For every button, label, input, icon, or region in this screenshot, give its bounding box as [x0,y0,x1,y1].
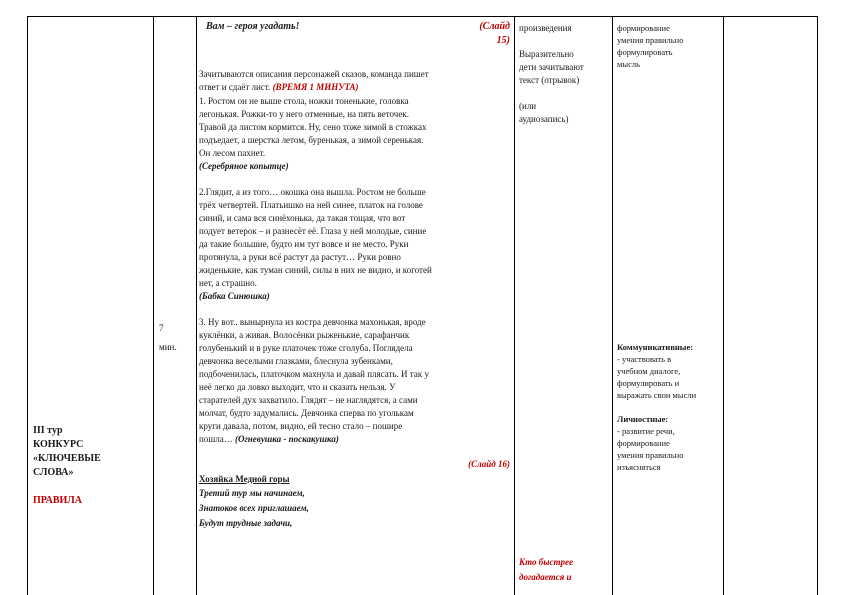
contest-name-line1: «КЛЮЧЕВЫЕ [33,453,101,464]
q1-line: подъедает, а шерстка летом, буренькая, а зимой серенькая. [199,135,424,145]
intro-line1: Зачитываются описания персонажей сказов, команда пишет [199,69,429,79]
q2-line: жиденькие, как туман синий, силы в них не видно, и коготей [199,265,432,275]
column-border [723,16,724,595]
communicative-title: Коммуникативные: [617,342,694,352]
heading: Вам – героя угадать! [206,21,300,32]
skills-bottom [617,341,722,473]
column-border [153,16,154,595]
skills-top [617,22,722,70]
column-border [514,16,515,595]
contest-label: КОНКУРС [33,439,84,450]
intro [199,68,510,94]
slide-16-ref: (Слайд 16) [468,459,510,469]
intro-line2-text: ответ и сдаёт лист. [199,82,273,92]
pers-line: формирование [617,438,670,448]
skills-top-line: формулировать [617,47,673,57]
q3-line: куклёнки, а живая. Волосёнки рыженькие, сарафанчик [199,330,410,340]
activity-line: текст (отрывок) [519,75,580,85]
time-limit: (ВРЕМЯ 1 МИНУТА) [272,82,359,92]
activity-bottom [519,555,611,585]
q3-line: молчат, будто задумались. Девчонка сперва по уголькам [199,408,414,418]
skills-top-line: мысль [617,59,640,69]
q3-line: голубенький и в руке платочек тоже сголуба. Поглядела [199,343,413,353]
rules-label: ПРАВИЛА [33,495,82,506]
q3-line: подбоченилась, платочком махнула и давай плясать. И так у [199,369,429,379]
comm-line: формулировать и [617,378,680,388]
activity-bottom-line2: догадается и [519,572,572,582]
q3-line: круги давала, потом, видно, ей тесно стало – пошире [199,421,403,431]
question-1 [199,95,510,160]
q2-line: подует ветерок – и разнесёт её. Глаза у ней молодые, синие [199,226,427,236]
q1-line: 1. Ростом он не выше стола, ножки тоненькие, головка [199,96,409,106]
slide-15-line1: (Слайд [479,21,510,32]
poem [199,486,510,531]
pers-line: изъясняться [617,462,661,472]
question-3 [199,316,510,433]
answer-3: (Огневушка - поскакушка) [234,434,339,444]
hostess-title: Хозяйка Медной горы [199,474,290,484]
q2-line: нет, а страшно. [199,278,257,288]
q2-line: 2.Глядит, а из того… окошка она вышла. Ростом не больше [199,187,426,197]
pers-line: - развитие речи, [617,426,675,436]
q1-line: Травой да листом кормится. Ну, сено тоже зимой в стожках [199,122,427,132]
q1-line: легонькая. Рожки-то у него отменные, на пять веточек. [199,109,409,119]
time-number: 7 [159,323,164,333]
q2-line: протянула, а руки всё растут да растут… Руки ровно [199,252,401,262]
stage-cell [33,424,151,508]
q2-line: да такие большие, будто им тут вовсе и не место. Руки [199,239,409,249]
heading-row [199,20,510,50]
poem-line: Будут трудные задачи, [199,518,293,528]
activity-cell [519,22,611,126]
answer-2: (Бабка Синюшка) [199,291,270,301]
contest-name-line2: СЛОВА» [33,467,74,478]
q2-line: синий, и сама вся синёхонька, да такая тощая, что вот [199,213,406,223]
question-3-last [199,433,510,446]
column-border [196,16,197,595]
question-2 [199,186,510,290]
slide-15-ref [479,20,510,48]
time-unit: мин. [159,342,177,352]
poem-line: Знатоков всех приглашаем, [199,503,309,513]
comm-line: - участвовать в [617,354,672,364]
q3-line: 3. Ну вот.. вынырнула из костра девчонка махонькая, вроде [199,317,426,327]
content-cell [199,20,510,531]
column-border [612,16,613,595]
table-top-border [27,16,818,17]
time-cell [159,322,193,354]
q3-line: девчонка веселыми глазками, блеснула зубенками, [199,356,393,366]
personal-title: Личностные: [617,414,669,424]
q2-line: трёх четвертей. Платьишко на ней синее, платок на голове [199,200,423,210]
comm-line: учебном диалоге, [617,366,681,376]
question-3-last-text: пошла… [199,434,235,444]
skills-top-line: умения правильно [617,35,684,45]
intro-line2 [199,81,510,94]
activity-line: (или [519,101,537,111]
column-border [817,16,818,595]
communicative-list [617,353,722,401]
tour-label: III тур [33,425,63,436]
activity-line: Выразительно [519,49,574,59]
q3-line: старателей дух захватило. Глядят – не наглядятся, а сами [199,395,418,405]
activity-line: дети зачитывают [519,62,584,72]
q1-line: Он лесом пахнет. [199,148,266,158]
q3-line: неё легко да ловко выходит, что и сказать нельзя. У [199,382,396,392]
comm-line: выражать свои мысли [617,390,697,400]
activity-line: произведения [519,23,572,33]
column-border [27,16,28,595]
personal-list [617,425,722,473]
poem-line: Третий тур мы начинаем, [199,488,305,498]
pers-line: умения правильно [617,450,684,460]
activity-bottom-line1: Кто быстрее [519,557,573,567]
slide-15-line2: 15) [496,35,510,46]
activity-line: аудиозапись) [519,114,569,124]
skills-top-line: формирование [617,23,670,33]
answer-1: (Серебряное копытце) [199,161,289,171]
